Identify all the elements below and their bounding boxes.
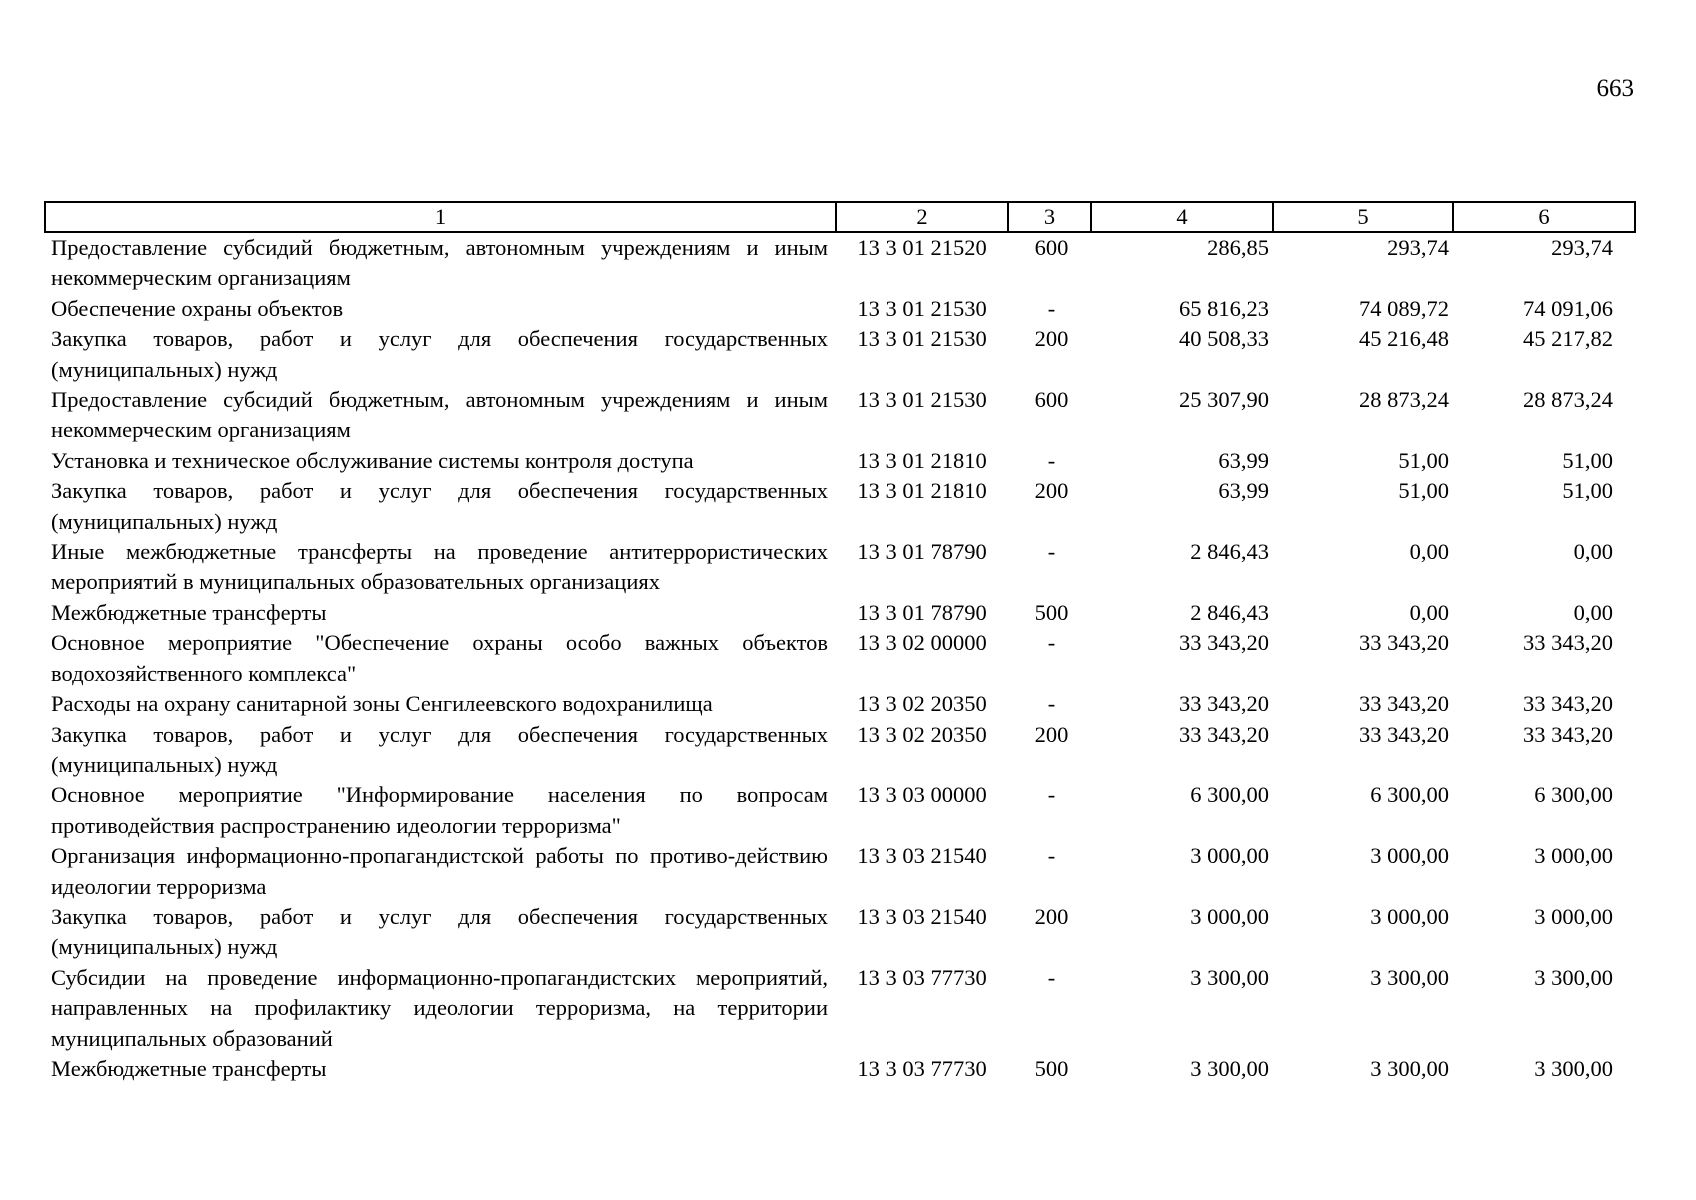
row-amount-2-cell: 33 343,20 xyxy=(1359,721,1449,747)
table-body xyxy=(45,232,1635,1084)
row-amount-1-cell: 2 846,43 xyxy=(1190,599,1269,625)
row-amount-1-cell: 40 508,33 xyxy=(1179,326,1269,352)
row-amount-1-cell: 33 343,20 xyxy=(1179,721,1269,747)
row-amount-1-cell: 3 000,00 xyxy=(1190,843,1269,869)
row-expense-type-cell: - xyxy=(1047,447,1056,473)
row-amount-2-cell: 33 343,20 xyxy=(1359,630,1449,656)
table-row xyxy=(45,689,1635,719)
row-code-cell: 13 3 01 78790 xyxy=(857,539,987,565)
column-header-code: 2 xyxy=(836,202,1008,232)
table-row xyxy=(45,780,1635,841)
row-amount-1-cell: 33 343,20 xyxy=(1179,691,1269,717)
row-expense-type-cell: - xyxy=(1047,295,1056,321)
row-amount-2-cell: 293,74 xyxy=(1387,235,1449,260)
row-expense-type-cell: 600 xyxy=(1034,235,1069,260)
table-row xyxy=(45,446,1635,476)
row-expense-type-cell: - xyxy=(1047,782,1056,808)
budget-table xyxy=(44,201,1636,1084)
row-amount-3-cell: 3 300,00 xyxy=(1534,1055,1613,1081)
row-code-cell: 13 3 02 20350 xyxy=(857,721,987,747)
row-code-cell: 13 3 01 21530 xyxy=(857,387,987,413)
row-name-cell: Закупка товаров, работ и услуг для обеспечения государственных (муниципальных) нужд xyxy=(51,326,828,382)
table-row xyxy=(45,720,1635,781)
row-name-cell: Иные межбюджетные трансферты на проведение антитеррористических мероприятий в муниципальных образовательных организациях xyxy=(51,539,828,595)
row-amount-3-cell: 74 091,06 xyxy=(1523,295,1613,321)
row-amount-2-cell: 74 089,72 xyxy=(1359,295,1449,321)
row-code-cell: 13 3 01 21810 xyxy=(857,447,987,473)
table-row xyxy=(45,476,1635,537)
table-row xyxy=(45,598,1635,628)
row-expense-type-cell: 600 xyxy=(1034,387,1069,413)
row-name-cell: Основное мероприятие "Информирование населения по вопросам противодействия распространению идеологии терроризма" xyxy=(51,782,828,838)
row-amount-1-cell: 3 000,00 xyxy=(1190,903,1269,929)
row-expense-type-cell: 500 xyxy=(1034,1055,1069,1081)
row-amount-2-cell: 3 300,00 xyxy=(1370,964,1449,990)
header-row xyxy=(45,202,1635,232)
row-code-cell: 13 3 02 00000 xyxy=(857,630,987,656)
row-expense-type-cell: 200 xyxy=(1034,326,1069,352)
row-amount-1-cell: 65 816,23 xyxy=(1179,295,1269,321)
table-row xyxy=(45,385,1635,446)
row-expense-type-cell: 200 xyxy=(1034,903,1069,929)
row-amount-1-cell: 33 343,20 xyxy=(1179,630,1269,656)
row-name-cell: Закупка товаров, работ и услуг для обеспечения государственных (муниципальных) нужд xyxy=(51,478,828,534)
row-name-cell: Предоставление субсидий бюджетным, автономным учреждениям и иным некоммерческим организациям xyxy=(51,235,828,291)
row-expense-type-cell: 200 xyxy=(1034,721,1069,747)
column-header-amount-1: 4 xyxy=(1091,202,1273,232)
row-code-cell: 13 3 01 21520 xyxy=(857,235,987,260)
column-header-amount-2: 5 xyxy=(1273,202,1453,232)
column-header-expense-type: 3 xyxy=(1008,202,1091,232)
row-code-cell: 13 3 03 21540 xyxy=(857,903,987,929)
row-expense-type-cell: - xyxy=(1047,630,1056,656)
row-amount-3-cell: 3 000,00 xyxy=(1534,903,1613,929)
row-amount-2-cell: 51,00 xyxy=(1398,478,1449,504)
table-row xyxy=(45,902,1635,963)
table-row xyxy=(45,232,1635,294)
row-amount-3-cell: 51,00 xyxy=(1562,447,1613,473)
table-row xyxy=(45,537,1635,598)
row-amount-2-cell: 28 873,24 xyxy=(1359,387,1449,413)
row-code-cell: 13 3 01 21530 xyxy=(857,326,987,352)
row-name-cell: Закупка товаров, работ и услуг для обеспечения государственных (муниципальных) нужд xyxy=(51,903,828,960)
row-amount-3-cell: 28 873,24 xyxy=(1523,387,1613,413)
row-name-cell: Межбюджетные трансферты xyxy=(51,599,327,625)
row-amount-3-cell: 33 343,20 xyxy=(1523,630,1613,656)
row-amount-1-cell: 3 300,00 xyxy=(1190,964,1269,990)
row-code-cell: 13 3 03 21540 xyxy=(857,843,987,869)
row-code-cell: 13 3 03 77730 xyxy=(857,1055,987,1081)
row-amount-1-cell: 6 300,00 xyxy=(1190,782,1269,808)
row-expense-type-cell: - xyxy=(1047,964,1056,990)
row-amount-2-cell: 3 000,00 xyxy=(1370,843,1449,869)
row-amount-1-cell: 286,85 xyxy=(1207,235,1269,260)
table-row xyxy=(45,841,1635,902)
row-amount-1-cell: 63,99 xyxy=(1218,447,1269,473)
row-amount-3-cell: 3 000,00 xyxy=(1534,843,1613,869)
row-amount-2-cell: 6 300,00 xyxy=(1370,782,1449,808)
row-amount-3-cell: 293,74 xyxy=(1551,235,1613,260)
row-amount-2-cell: 3 300,00 xyxy=(1370,1055,1449,1081)
row-amount-3-cell: 6 300,00 xyxy=(1534,782,1613,808)
row-expense-type-cell: 200 xyxy=(1034,478,1069,504)
row-name-cell: Предоставление субсидий бюджетным, автономным учреждениям и иным некоммерческим организациям xyxy=(51,387,828,443)
row-amount-2-cell: 0,00 xyxy=(1409,599,1449,625)
row-name-cell: Основное мероприятие "Обеспечение охраны особо важных объектов водохозяйственного комплекса" xyxy=(51,630,828,686)
column-header-amount-3: 6 xyxy=(1453,202,1635,232)
row-name-cell: Обеспечение охраны объектов xyxy=(51,295,344,321)
row-amount-2-cell: 33 343,20 xyxy=(1359,691,1449,717)
table-row xyxy=(45,294,1635,324)
table-header xyxy=(45,202,1635,232)
row-amount-2-cell: 3 000,00 xyxy=(1370,903,1449,929)
row-expense-type-cell: - xyxy=(1047,691,1056,717)
row-expense-type-cell: - xyxy=(1047,539,1056,565)
table-row xyxy=(45,628,1635,689)
row-amount-1-cell: 2 846,43 xyxy=(1190,539,1269,565)
row-amount-1-cell: 63,99 xyxy=(1218,478,1269,504)
column-header-name: 1 xyxy=(45,202,836,232)
row-amount-2-cell: 45 216,48 xyxy=(1359,326,1449,352)
page-number: 663 xyxy=(1596,75,1634,102)
row-amount-3-cell: 0,00 xyxy=(1573,539,1613,565)
row-name-cell: Закупка товаров, работ и услуг для обеспечения государственных (муниципальных) нужд xyxy=(51,721,828,777)
row-name-cell: Расходы на охрану санитарной зоны Сенгилеевского водохранилища xyxy=(51,691,713,717)
table-row xyxy=(45,324,1635,385)
row-name-cell: Установка и техническое обслуживание системы контроля доступа xyxy=(51,447,694,473)
row-code-cell: 13 3 01 21810 xyxy=(857,478,987,504)
table-row xyxy=(45,963,1635,1054)
row-name-cell: Межбюджетные трансферты xyxy=(51,1055,327,1081)
row-amount-3-cell: 45 217,82 xyxy=(1523,326,1613,352)
row-amount-1-cell: 3 300,00 xyxy=(1190,1055,1269,1081)
row-amount-3-cell: 3 300,00 xyxy=(1534,964,1613,990)
row-amount-3-cell: 0,00 xyxy=(1573,599,1613,625)
row-expense-type-cell: - xyxy=(1047,843,1056,869)
row-name-cell: Субсидии на проведение информационно-пропагандистских мероприятий, направленных на профилактику идеологии терроризма, на территории муниципальных образований xyxy=(51,964,828,1051)
row-amount-2-cell: 0,00 xyxy=(1409,539,1449,565)
row-amount-3-cell: 33 343,20 xyxy=(1523,691,1613,717)
row-amount-2-cell: 51,00 xyxy=(1398,447,1449,473)
row-code-cell: 13 3 01 21530 xyxy=(857,295,987,321)
row-amount-3-cell: 51,00 xyxy=(1562,478,1613,504)
table-row xyxy=(45,1054,1635,1084)
row-code-cell: 13 3 03 00000 xyxy=(857,782,987,808)
row-expense-type-cell: 500 xyxy=(1034,599,1069,625)
row-code-cell: 13 3 02 20350 xyxy=(857,691,987,717)
row-amount-1-cell: 25 307,90 xyxy=(1179,387,1269,413)
row-amount-3-cell: 33 343,20 xyxy=(1523,721,1613,747)
row-code-cell: 13 3 01 78790 xyxy=(857,599,987,625)
row-name-cell: Организация информационно-пропагандистской работы по противо-действию идеологии терроризма xyxy=(51,843,828,899)
row-code-cell: 13 3 03 77730 xyxy=(857,964,987,990)
